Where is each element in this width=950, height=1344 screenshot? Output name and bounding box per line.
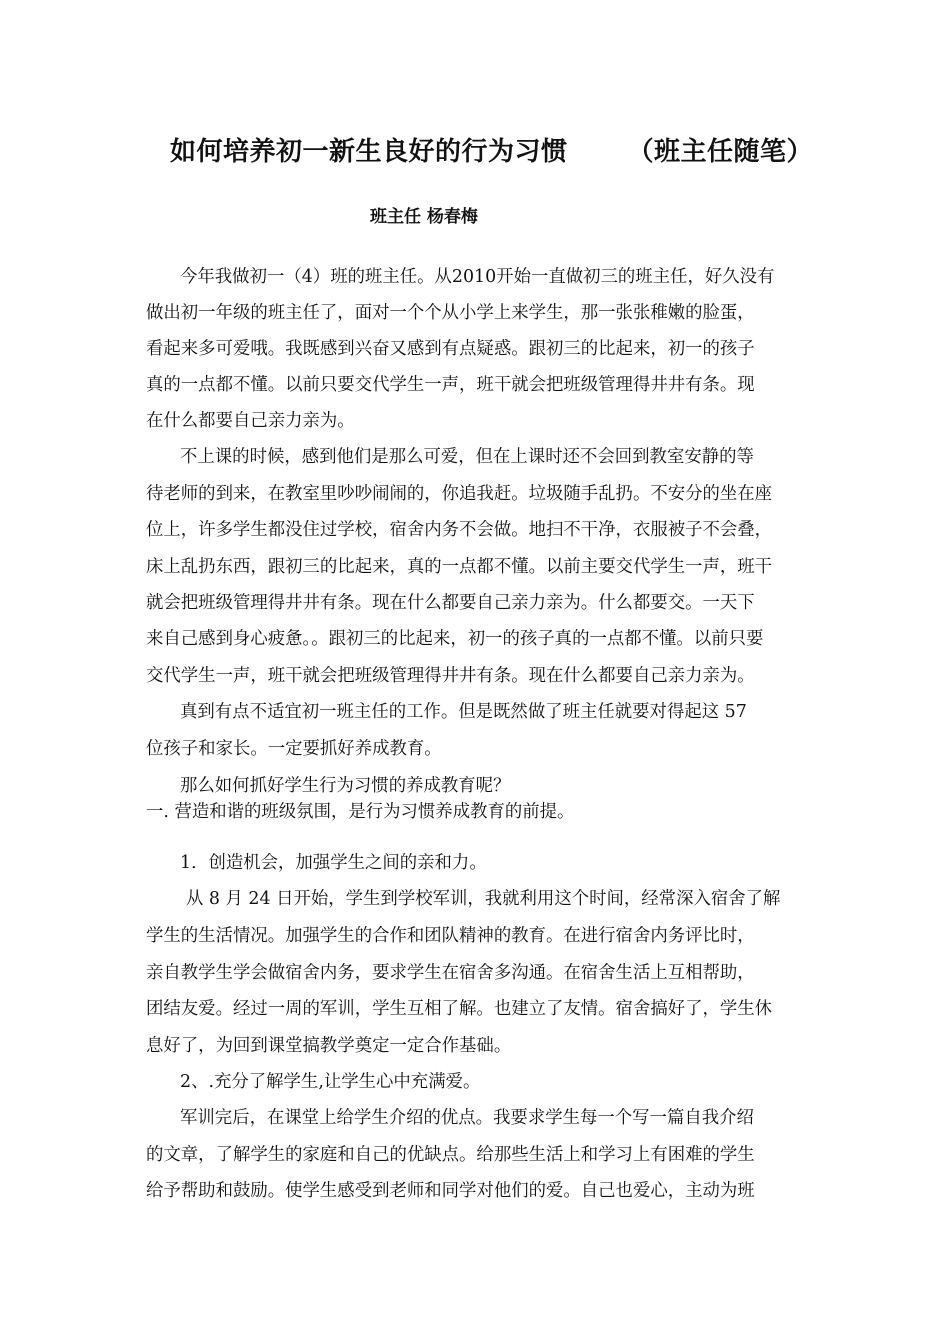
page-title <box>170 131 813 168</box>
author-line: 班主任 杨春梅 <box>370 207 478 227</box>
section-heading: 一. 营造和谐的班级氛围，是行为习惯养成教育的前提。 <box>146 802 575 822</box>
body-line: 床上乱扔东西，跟初三的比起来，真的一点都不懂。以前主要交代学生一声，班干 <box>146 557 773 577</box>
body-line: 今年我做初一（4）班的班主任。从2010开始一直做初三的班主任，好久没有 <box>180 267 775 287</box>
body-line: 真的一点都不懂。以前只要交代学生一声，班干就会把班级管理得井井有条。现 <box>146 375 755 395</box>
body-line: 军训完后，在课堂上给学生介绍的优点。我要求学生每一个写一篇自我介绍 <box>180 1108 754 1128</box>
body-line: 那么如何抓好学生行为习惯的养成教育呢？ <box>180 776 511 796</box>
body-line: 待老师的到来，在教室里吵吵闹闹的，你追我赶。垃圾随手乱扔。不安分的坐在座 <box>146 484 773 504</box>
body-line: 做出初一年级的班主任了，面对一个个从小学上来学生，那一张张稚嫩的脸蛋， <box>146 303 755 323</box>
body-line: 团结友爱。经过一周的军训，学生互相了解。也建立了友情。宿舍搞好了，学生休 <box>146 999 773 1019</box>
body-line: 亲自教学生学会做宿舍内务，要求学生在宿舍多沟通。在宿舍生活上互相帮助， <box>146 963 755 983</box>
body-line: 真到有点不适宜初一班主任的工作。但是既然做了班主任就要对得起这 57 <box>180 702 747 722</box>
title-main: 如何培养初一新生良好的行为习惯 <box>170 137 568 167</box>
subsection-heading: 1．创造机会，加强学生之间的亲和力。 <box>180 853 487 873</box>
body-line: 位上，许多学生都没住过学校，宿舍内务不会做。地扫不干净，衣服被子不会叠， <box>146 520 773 540</box>
body-line: 位孩子和家长。一定要抓好养成教育。 <box>146 739 442 759</box>
body-line: 息好了，为回到课堂搞教学奠定一定合作基础。 <box>146 1036 512 1056</box>
body-line: 不上课的时候，感到他们是那么可爱，但在上课时还不会回到教室安静的等 <box>180 447 754 467</box>
body-line: 给予帮助和鼓励。使学生感受到老师和同学对他们的爱。自己也爱心，主动为班 <box>146 1181 755 1201</box>
subsection-heading: 2、.充分了解学生,让学生心中充满爱。 <box>180 1072 481 1092</box>
body-line: 学生的生活情况。加强学生的合作和团队精神的教育。在进行宿舍内务评比时， <box>146 926 755 946</box>
title-sub: （班主任随笔） <box>627 137 814 167</box>
body-line: 就会把班级管理得井井有条。现在什么都要自己亲力亲为。什么都要交。一天下 <box>146 593 755 613</box>
body-line: 看起来多可爱哦。我既感到兴奋又感到有点疑惑。跟初三的比起来，初一的孩子 <box>146 339 755 359</box>
body-line: 从 8 月 24 日开始，学生到学校军训，我就利用这个时间，经常深入宿舍了解 <box>186 889 781 909</box>
body-line: 的文章，了解学生的家庭和自己的优缺点。给那些生活上和学习上有困难的学生 <box>146 1145 755 1165</box>
body-line: 来自己感到身心疲惫。。跟初三的比起来，初一的孩子真的一点都不懂。以前只要 <box>146 629 764 649</box>
body-line: 交代学生一声，班干就会把班级管理得井井有条。现在什么都要自己亲力亲为。 <box>146 666 755 686</box>
body-line: 在什么都要自己亲力亲为。 <box>146 411 355 431</box>
